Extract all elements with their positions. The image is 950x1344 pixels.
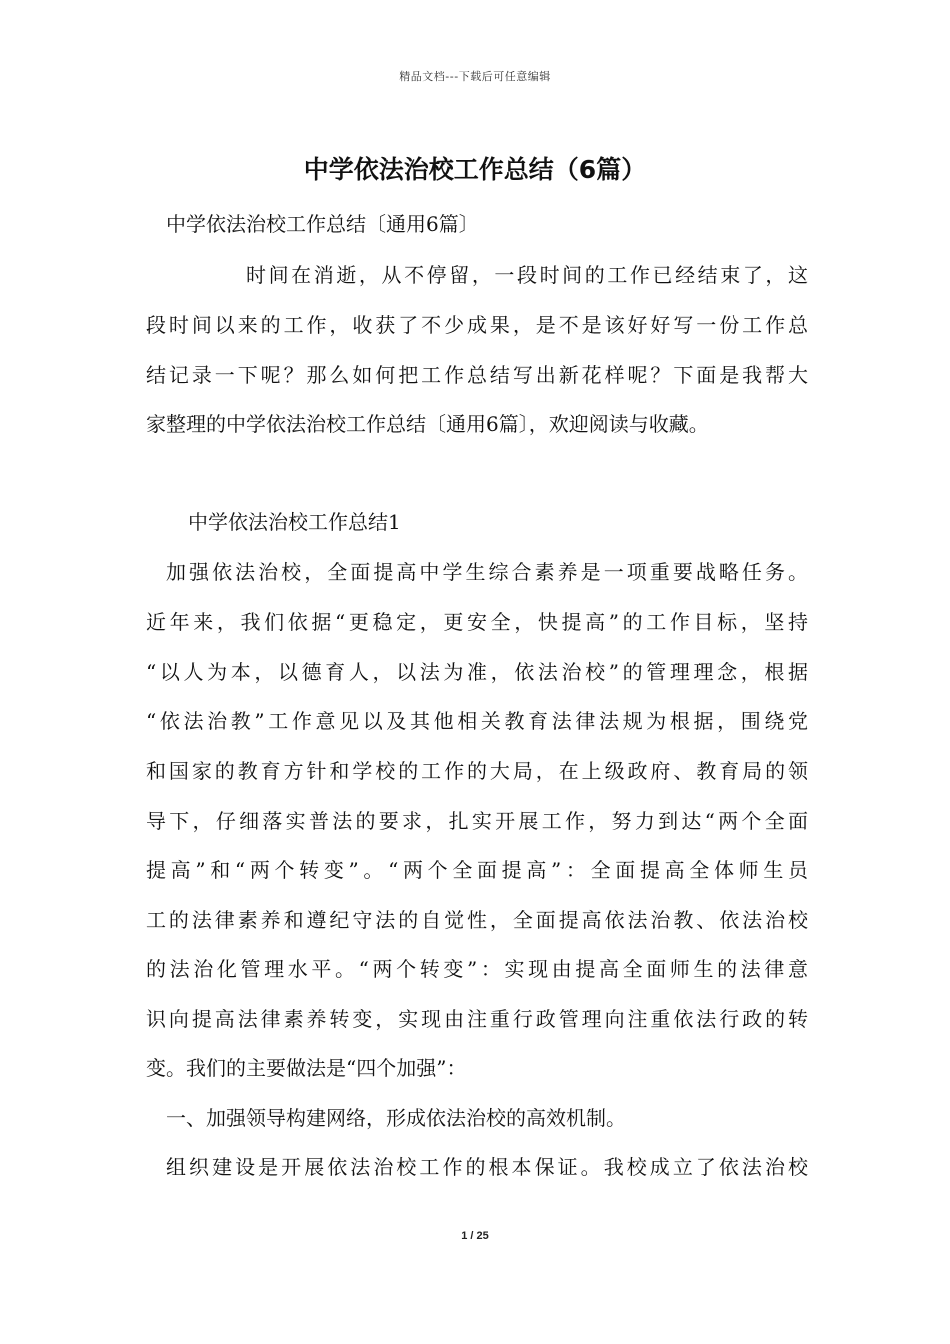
page-header: 精品文档---下载后可任意编辑 (399, 70, 551, 83)
body-line: 近年来，我们依据“更稳定，更安全，快提高”的工作目标，坚持 (146, 610, 808, 634)
document-subtitle: 中学依法治校工作总结〔通用6篇〕 (166, 212, 479, 236)
document-title: 中学依法治校工作总结（6篇） (303, 155, 647, 184)
body-line: “以人为本，以德育人，以法为准，依法治校”的管理理念，根据 (146, 660, 808, 684)
body-line: 变。我们的主要做法是“四个加强”： (146, 1056, 467, 1080)
body-line: 和国家的教育方针和学校的工作的大局，在上级政府、教育局的领 (146, 759, 808, 783)
body-line: 工的法律素养和遵纪守法的自觉性，全面提高依法治教、依法治校 (146, 908, 808, 932)
body-line: 一、加强领导构建网络，形成依法治校的高效机制。 (166, 1106, 626, 1130)
intro-line: 时间在消逝，从不停留，一段时间的工作已经结束了，这 (246, 263, 808, 287)
body-line: 加强依法治校，全面提高中学生综合素养是一项重要战略任务。 (166, 560, 808, 584)
section-heading: 中学依法治校工作总结1 (188, 510, 401, 534)
intro-line: 家整理的中学依法治校工作总结〔通用6篇〕，欢迎阅读与收藏。 (146, 412, 709, 436)
body-line: 提高”和“两个转变”。“两个全面提高”：全面提高全体师生员 (146, 858, 808, 882)
body-line: “依法治教”工作意见以及其他相关教育法律法规为根据，围绕党 (146, 709, 808, 733)
body-line: 的法治化管理水平。“两个转变”：实现由提高全面师生的法律意 (146, 957, 808, 981)
page-number: 1 / 25 (461, 1230, 489, 1242)
intro-line: 结记录一下呢？那么如何把工作总结写出新花样呢？下面是我帮大 (146, 363, 808, 387)
intro-line: 段时间以来的工作，收获了不少成果，是不是该好好写一份工作总 (146, 313, 808, 337)
body-line: 组织建设是开展依法治校工作的根本保证。我校成立了依法治校 (166, 1155, 808, 1179)
body-line: 导下，仔细落实普法的要求，扎实开展工作，努力到达“两个全面 (146, 809, 808, 833)
body-line: 识向提高法律素养转变，实现由注重行政管理向注重依法行政的转 (146, 1007, 808, 1031)
